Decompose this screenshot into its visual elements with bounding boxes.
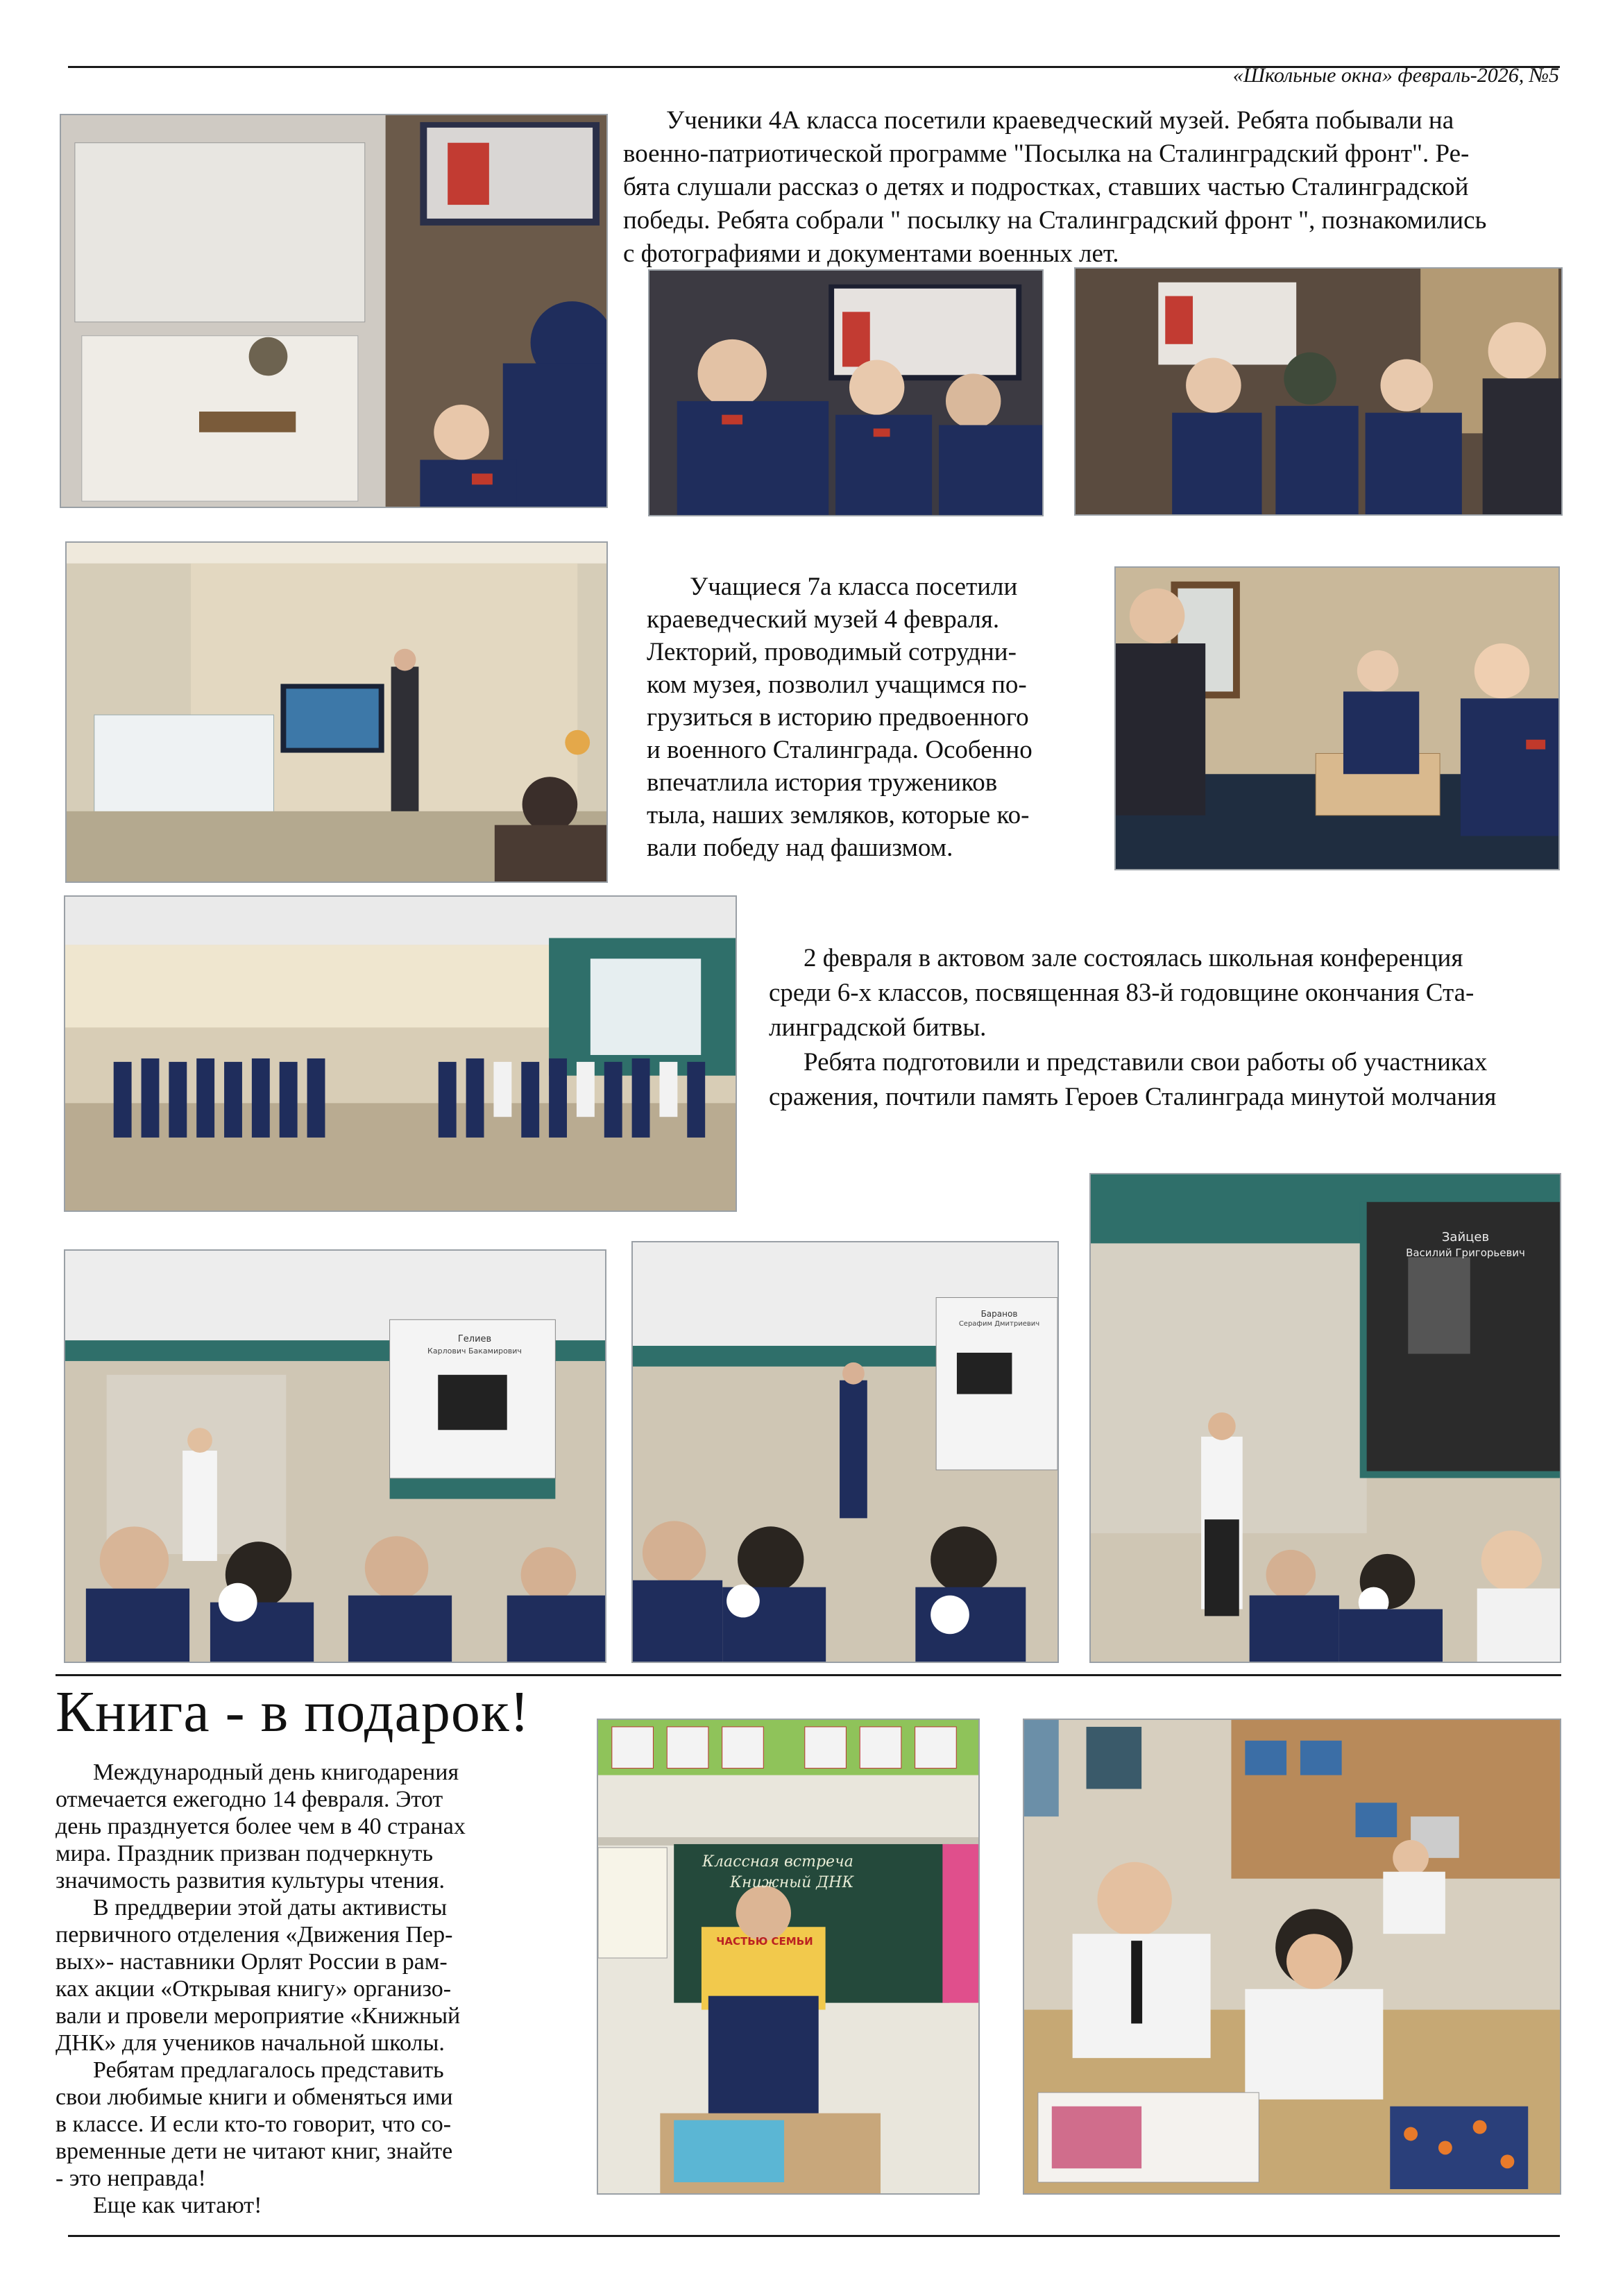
- board-text-2: Книжный ДНК: [730, 1874, 854, 1891]
- issue-line: «Школьные окна» февраль-2026, №5: [1232, 64, 1559, 87]
- article-conference-line: среди 6-х классов, посвященная 83-й годовщине окончания Ста-: [769, 979, 1475, 1007]
- article-conference-line: сражения, почтили память Героев Сталинграда минутой молчания: [769, 1083, 1497, 1111]
- book-line: значимость развития культуры чтения.: [56, 1868, 445, 1893]
- book-cover-text: ЧАСТЬЮ СЕМЬИ: [716, 1935, 813, 1948]
- article-7a-line: и военного Сталинграда. Особенно: [647, 736, 1033, 764]
- article-4a-text: [623, 104, 1567, 271]
- photo-lecture-hall: [65, 541, 608, 883]
- slide-middle-title: Баранов: [980, 1309, 1018, 1319]
- photo-conference-speaker-left: [64, 1249, 606, 1663]
- book-line: Международный день книгодарения: [93, 1759, 459, 1785]
- book-line: вых»- наставники Орлят России в рам-: [56, 1949, 448, 1975]
- article-4a-line: военно-патриотической программе "Посылка на Сталинградский фронт". Ре-: [623, 140, 1470, 168]
- slide-right-title: Зайцев: [1441, 1230, 1490, 1244]
- book-line: - это неправда!: [56, 2166, 206, 2191]
- slide-middle-subtitle: Серафим Дмитриевич: [958, 1320, 1040, 1328]
- book-line: день празднуется более чем в 40 странах: [56, 1814, 466, 1839]
- book-line: ДНК» для учеников начальной школы.: [56, 2030, 445, 2056]
- article-7a-line: тыла, наших земляков, которые ко-: [647, 801, 1030, 829]
- article-4a-line: Ученики 4А класса посетили краеведческий музей. Ребята побывали на: [666, 106, 1454, 135]
- book-section-headline: Книга - в подарок!: [56, 1680, 530, 1744]
- book-line: Еще как читают!: [93, 2193, 262, 2218]
- photo-museum-students-helmet: [1074, 267, 1563, 516]
- article-conference-line: Ребята подготовили и представили свои работы об участниках: [804, 1048, 1488, 1077]
- photo-boy-with-book: [597, 1719, 980, 2195]
- section-rule: [56, 1674, 1561, 1676]
- book-line: в классе. И если кто-то говорит, что со-: [56, 2111, 452, 2137]
- article-7a-line: Лекторий, проводимый сотрудни-: [647, 638, 1017, 666]
- photo-museum-students-screen: [648, 269, 1044, 516]
- article-4a-line: победы. Ребята собрали " посылку на Сталинградский фронт ", познакомились: [623, 206, 1487, 235]
- book-line: Ребятам предлагалось представить: [93, 2057, 444, 2083]
- book-line: В преддверии этой даты активисты: [93, 1895, 448, 1921]
- article-7a-line: Учащиеся 7а класса посетили: [690, 573, 1018, 601]
- book-line: первичного отделения «Движения Пер-: [56, 1922, 453, 1948]
- article-4a-line: с фотографиями и документами военных лет.: [623, 239, 1119, 268]
- photo-children-reading: [1023, 1719, 1561, 2195]
- photo-museum-display-case: [60, 114, 608, 508]
- article-4a-line: бята слушали рассказ о детях и подростках, ставших частью Сталинградской: [623, 173, 1469, 201]
- board-text-1: Классная встреча: [702, 1853, 853, 1871]
- bottom-rule: [68, 2235, 1560, 2237]
- book-line: ках акции «Открывая книгу» организо-: [56, 1976, 452, 2002]
- article-conference-line: линградской битвы.: [769, 1013, 987, 1042]
- article-conference-line: 2 февраля в актовом зале состоялась школьная конференция: [804, 944, 1463, 972]
- slide-left-subtitle: Карлович Бакамирович: [427, 1347, 522, 1356]
- photo-conference-speaker-middle: [631, 1241, 1059, 1663]
- article-7a-line: краеведческий музей 4 февраля.: [647, 605, 1000, 634]
- book-line: временные дети не читают книг, знайте: [56, 2138, 453, 2164]
- photo-conference-speaker-right: [1089, 1173, 1561, 1663]
- book-section-text: [56, 1759, 541, 2219]
- article-7a-line: впечатлила история тружеников: [647, 768, 998, 797]
- article-7a-line: вали победу над фашизмом.: [647, 834, 953, 862]
- article-7a-text: [647, 571, 1091, 864]
- book-line: вали и провели мероприятие «Книжный: [56, 2003, 461, 2029]
- slide-left-title: Гелиев: [457, 1334, 492, 1344]
- book-line: отмечается ежегодно 14 февраля. Этот: [56, 1787, 443, 1812]
- article-7a-line: ком музея, позволил учащимся по-: [647, 670, 1027, 699]
- slide-right-subtitle: Василий Григорьевич: [1406, 1247, 1525, 1259]
- book-line: свои любимые книги и обменяться ими: [56, 2084, 453, 2110]
- article-7a-line: грузиться в историю предвоенного: [647, 703, 1029, 732]
- photo-museum-box-activity: [1114, 566, 1560, 870]
- article-conference-text: [769, 941, 1567, 1115]
- book-line: мира. Праздник призван подчеркнуть: [56, 1841, 433, 1866]
- photo-assembly-hall-standing: [64, 895, 737, 1212]
